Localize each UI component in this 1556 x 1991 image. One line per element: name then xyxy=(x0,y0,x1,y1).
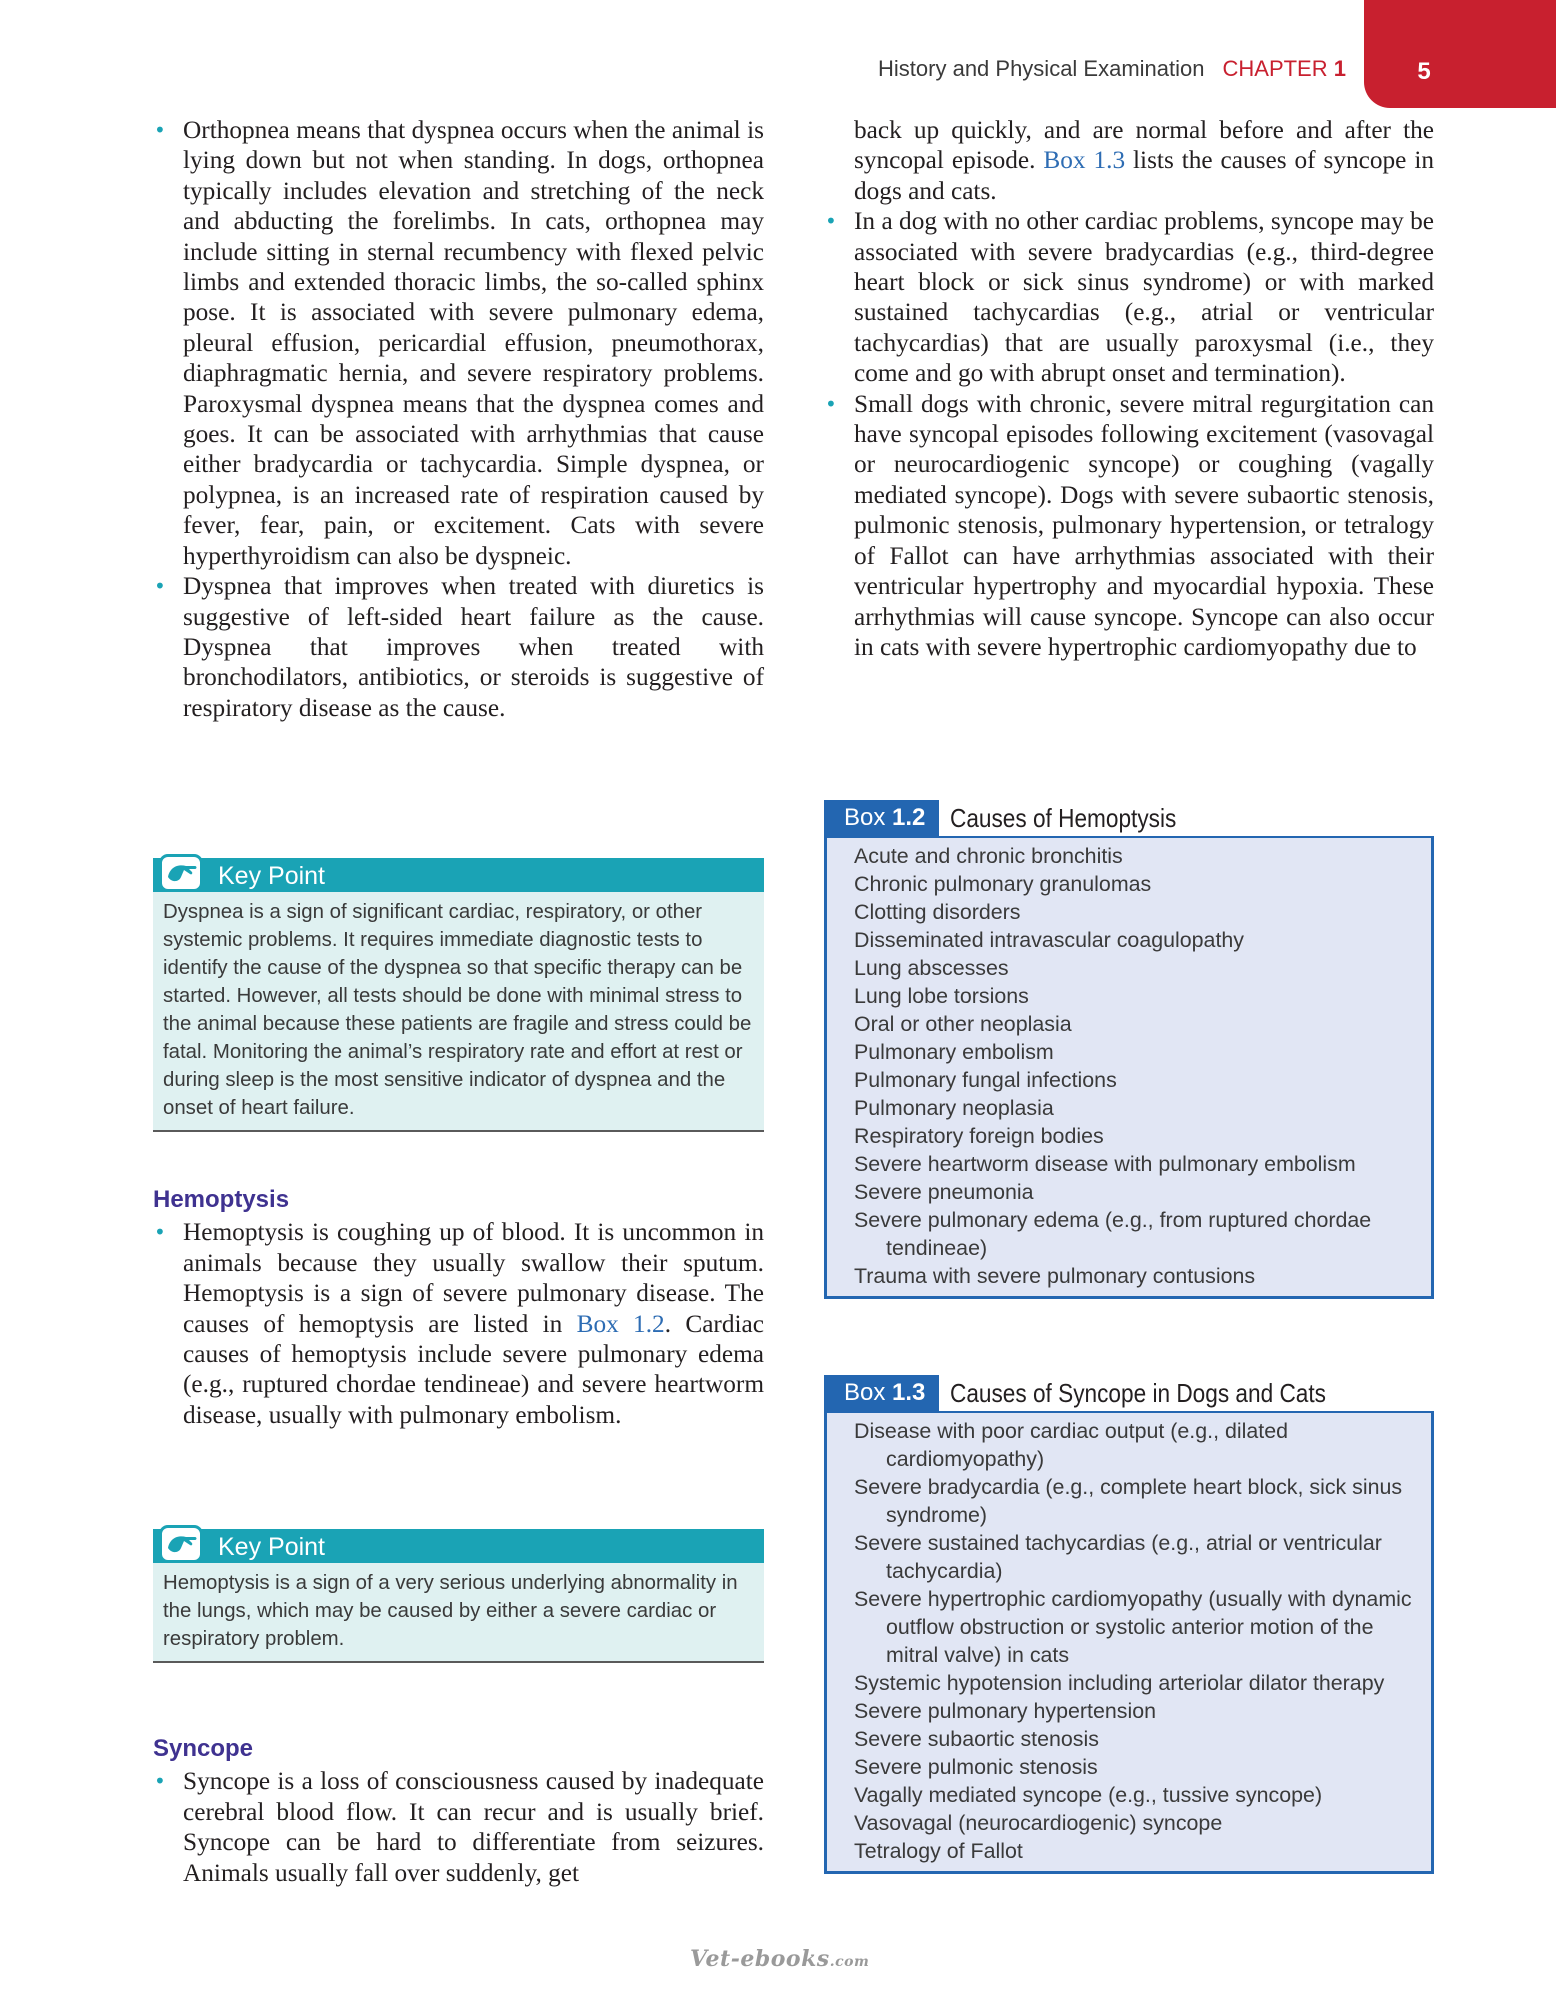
bullet-syncope: • Syncope is a loss of consciousness caused by inadequate cerebral blood flow. It can recur and is usually brief. Syncope can be hard to differentiate from seizures. Animals usually fall over suddenly, get xyxy=(153,1766,764,1888)
list-item: Pulmonary neoplasia xyxy=(854,1096,1054,1120)
list-item: Respiratory foreign bodies xyxy=(854,1124,1104,1148)
list-item: Trauma with severe pulmonary contusions xyxy=(854,1264,1256,1288)
box-1-3-link[interactable]: Box 1.3 xyxy=(1043,146,1126,175)
chapter-label: CHAPTER 1 xyxy=(1222,56,1346,81)
key-point-label: Key Point xyxy=(218,1533,326,1561)
page-number-tab xyxy=(1364,0,1556,108)
list-item: Clotting disorders xyxy=(854,900,1021,924)
box-title-row xyxy=(824,800,1434,836)
key-point-text: Dyspnea is a sign of significant cardiac, respiratory, or other systemic problems. It requires immediate diagnostic tests to identify the cause of the dyspnea so that specific therapy can be started. However, all tests should be done with minimal stress to the animal because these patients are fragile and stress could be fatal. Monitoring the animal’s respiratory rate and effort at rest or during sleep is the most sensitive indicator of dyspnea and the onset of heart failure. xyxy=(163,901,752,1119)
list-item: Disseminated intravascular coagulopathy xyxy=(854,928,1244,952)
page-number: 5 xyxy=(1417,58,1431,85)
syncope-heading: Syncope xyxy=(153,1735,254,1762)
list-item: Systemic hypotension including arteriolar dilator therapy xyxy=(854,1671,1385,1695)
list-item: Pulmonary embolism xyxy=(854,1040,1054,1064)
list-item: Severe pulmonary hypertension xyxy=(854,1699,1157,1723)
hemoptysis-section xyxy=(153,1185,764,1430)
list-item: Severe pneumonia xyxy=(854,1180,1034,1204)
list-item: Severe hypertrophic cardiomyopathy (usually with dynamic outflow obstruction or systolic anterior motion of the mitral valve) in cats xyxy=(854,1587,1412,1667)
list-item: Vasovagal (neurocardiogenic) syncope xyxy=(854,1811,1223,1835)
bullet-hemoptysis: • Hemoptysis is coughing up of blood. It is uncommon in animals because they usually swallow their sputum. Hemoptysis is a sign of severe pulmonary disease. The causes of hemoptysis are listed in Box 1.2. Cardiac causes of hemoptysis include severe pulmonary edema (e.g., ruptured chordae tendineae) and severe heartworm disease, usually with pulmonary embolism. xyxy=(153,1217,764,1430)
bullet-bradycardia: • In a dog with no other cardiac problems, syncope may be associated with severe bradycardias (e.g., third-degree heart block or sick sinus syndrome) or with marked sustained tachycardias (e.g., atrial or ventricular tachycardias) that are usually paroxysmal (i.e., they come and go with abrupt onset and termination). xyxy=(824,206,1434,388)
list-item: Severe pulmonic stenosis xyxy=(854,1755,1098,1779)
box-number-tab: Box 1.3 xyxy=(824,1375,939,1411)
right-column xyxy=(824,115,1434,662)
syncope-continuation: back up quickly, and are normal before and after the syncopal episode. Box 1.3 lists the causes of syncope in dogs and cats. xyxy=(854,116,1434,205)
key-point-box-dyspnea xyxy=(153,858,764,1132)
key-point-header xyxy=(153,1529,764,1563)
key-point-header xyxy=(153,858,764,892)
list-item: Severe heartworm disease with pulmonary embolism xyxy=(854,1152,1356,1176)
syncope-section xyxy=(153,1734,764,1888)
bullet-small-dogs: • Small dogs with chronic, severe mitral regurgitation can have syncopal episodes following excitement (vasovagal or neurocardiogenic syncope) or coughing (vagally mediated syncope). Dogs with severe subaortic stenosis, pulmonic stenosis, pulmonary hypertension, or tetralogy of Fallot can have arrhythmias associated with their ventricular hypertrophy and myocardial hypoxia. These arrhythmias will cause syncope. Syncope can also occur in cats with severe hypertrophic cardiomyopathy due to xyxy=(824,389,1434,663)
list-item: Lung lobe torsions xyxy=(854,984,1029,1008)
bullet-orthopnea: • Orthopnea means that dyspnea occurs when the animal is lying down but not when standing. In dogs, orthopnea typically includes elevation and stretching of the neck and abducting the forelimbs. In cats, orthopnea may include sitting in sternal recumbency with flexed pelvic limbs and extended thoracic limbs, the so-called sphinx pose. It is associated with severe pulmonary edema, pleural effusion, pericardial effusion, pneumothorax, diaphragmatic hernia, and severe respiratory problems. Paroxysmal dyspnea means that the dyspnea comes and goes. It can be associated with arrhythmias that cause either bradycardia or tachycardia. Simple dyspnea, or polypnea, is an increased rate of respiration caused by fever, fear, pain, or excitement. Cats with severe hyperthyroidism can also be dyspneic. xyxy=(153,115,764,571)
list-item: Chronic pulmonary granulomas xyxy=(854,872,1152,896)
list-item: Vagally mediated syncope (e.g., tussive syncope) xyxy=(854,1783,1323,1807)
list-item: Oral or other neoplasia xyxy=(854,1012,1072,1036)
left-column xyxy=(153,115,764,723)
list-item: Severe sustained tachycardias (e.g., atrial or ventricular tachycardia) xyxy=(854,1531,1382,1583)
list-item: Disease with poor cardiac output (e.g., dilated cardiomyopathy) xyxy=(854,1419,1288,1471)
footer-watermark: Vet-ebooks.com xyxy=(690,1946,870,1972)
running-title: History and Physical Examination xyxy=(878,56,1205,81)
key-point-box-hemoptysis xyxy=(153,1529,764,1663)
hemoptysis-heading: Hemoptysis xyxy=(153,1186,290,1213)
box-list xyxy=(824,836,1434,1299)
list-item: Acute and chronic bronchitis xyxy=(854,844,1123,868)
box-1-3 xyxy=(824,1375,1434,1874)
pointing-hand-icon xyxy=(159,1525,203,1563)
chapter-number: 1 xyxy=(1333,56,1346,81)
list-item: Tetralogy of Fallot xyxy=(854,1839,1023,1863)
key-point-label: Key Point xyxy=(218,862,326,890)
bullet-diuretics: • Dyspnea that improves when treated with diuretics is suggestive of left-sided heart failure as the cause. Dyspnea that improves when treated with bronchodilators, antibiotics, or steroids is suggestive of respiratory disease as the cause. xyxy=(153,571,764,723)
box-1-2 xyxy=(824,800,1434,1299)
box-title: Causes of Syncope in Dogs and Cats xyxy=(950,1378,1326,1408)
pointing-hand-icon xyxy=(159,854,203,892)
box-number-tab: Box 1.2 xyxy=(824,800,939,836)
list-item: Lung abscesses xyxy=(854,956,1009,980)
box-title-row xyxy=(824,1375,1434,1411)
list-item: Pulmonary fungal infections xyxy=(854,1068,1117,1092)
running-header xyxy=(878,56,1346,82)
box-list xyxy=(824,1411,1434,1874)
list-item: Severe bradycardia (e.g., complete heart block, sick sinus syndrome) xyxy=(854,1475,1403,1527)
box-1-2-link[interactable]: Box 1.2 xyxy=(576,1309,665,1338)
key-point-text: Hemoptysis is a sign of a very serious underlying abnormality in the lungs, which may be caused by either a severe cardiac or respiratory problem. xyxy=(163,1572,738,1650)
list-item: Severe subaortic stenosis xyxy=(854,1727,1099,1751)
list-item: Severe pulmonary edema (e.g., from ruptured chordae tendineae) xyxy=(854,1208,1372,1260)
box-title: Causes of Hemoptysis xyxy=(950,803,1177,833)
